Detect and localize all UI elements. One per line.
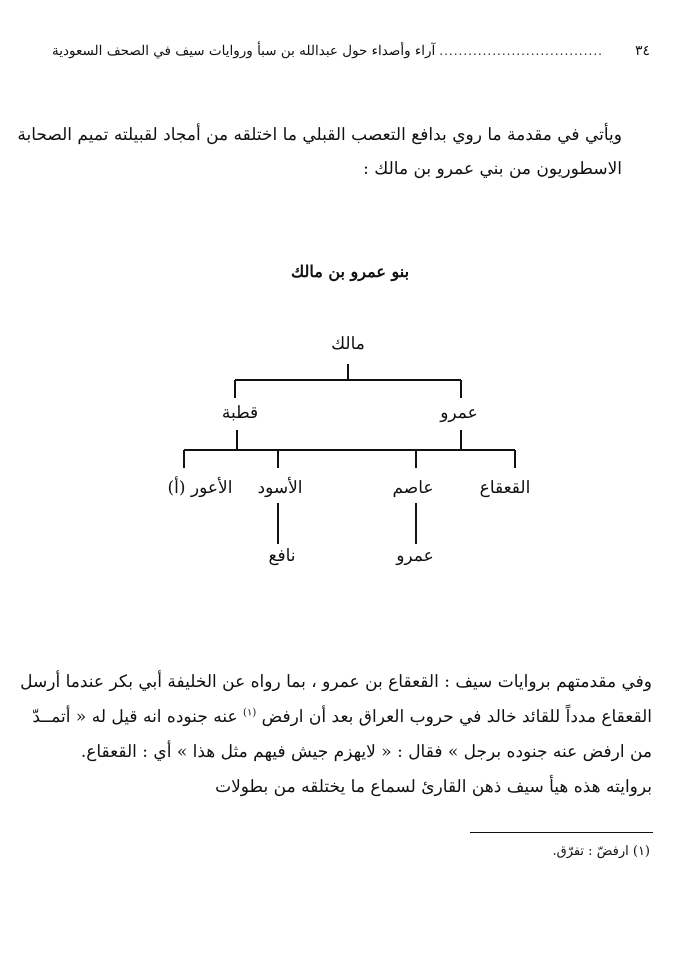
running-title: آراء وأصداء حول عبدالله بن سبأ وروايات سيف في الصحف السعودية bbox=[52, 43, 436, 59]
intro-paragraph bbox=[17, 118, 652, 186]
node-amr-grandchild: عمرو bbox=[396, 546, 434, 566]
footnote-separator bbox=[470, 832, 653, 833]
main-line-3: من ارفض عنه جنوده برجل » فقال : « لايهزم جيش فيهم مثل هذا » أي : القعقاع. bbox=[80, 742, 652, 762]
node-alawar: الأعور (أ) bbox=[167, 478, 233, 498]
node-malik: مالك bbox=[331, 334, 365, 354]
footnote-reference[interactable]: (١) bbox=[243, 707, 257, 719]
node-amr: عمرو bbox=[440, 403, 478, 423]
main-line-2-end: عنه جنوده انه قيل له « أتمــدّ bbox=[32, 707, 238, 727]
node-nafi: نافع bbox=[268, 546, 296, 566]
node-qutba: قطبة bbox=[221, 403, 259, 423]
node-alqaqaa: القعقاع bbox=[479, 478, 531, 498]
dotted-leader: .................................. bbox=[439, 44, 603, 58]
main-line-1: وفي مقدمتهم بروايات سيف : القعقاع بن عمرو ، بما رواه عن الخليفة أبي بكر عندما أرسل bbox=[20, 672, 652, 692]
main-line-4: بروايته هذه هيأ سيف ذهن القارئ لسماع ما يختلقه من بطولات bbox=[215, 777, 652, 797]
genealogy-title: بنو عمرو بن مالك bbox=[290, 262, 410, 281]
main-paragraph bbox=[20, 665, 652, 805]
node-asim: عاصم bbox=[392, 478, 434, 498]
intro-line-1: ويأتي في مقدمة ما روي بدافع التعصب القبلي ما اختلقه من أمجاد لقبيلته تميم الصحابة bbox=[17, 125, 622, 145]
main-line-2-start: القعقاع مدداً للقائد خالد في حروب العراق بعد أن ارفض bbox=[261, 707, 652, 727]
intro-line-2: الاسطوريون من بني عمرو بن مالك : bbox=[363, 159, 622, 179]
page-number: ٣٤ bbox=[634, 43, 650, 59]
main-line-2 bbox=[32, 700, 652, 735]
node-alaswad: الأسود bbox=[257, 478, 303, 498]
footnote: (١) ارفضّ : تفرّق. bbox=[552, 844, 650, 859]
running-header bbox=[52, 40, 650, 62]
